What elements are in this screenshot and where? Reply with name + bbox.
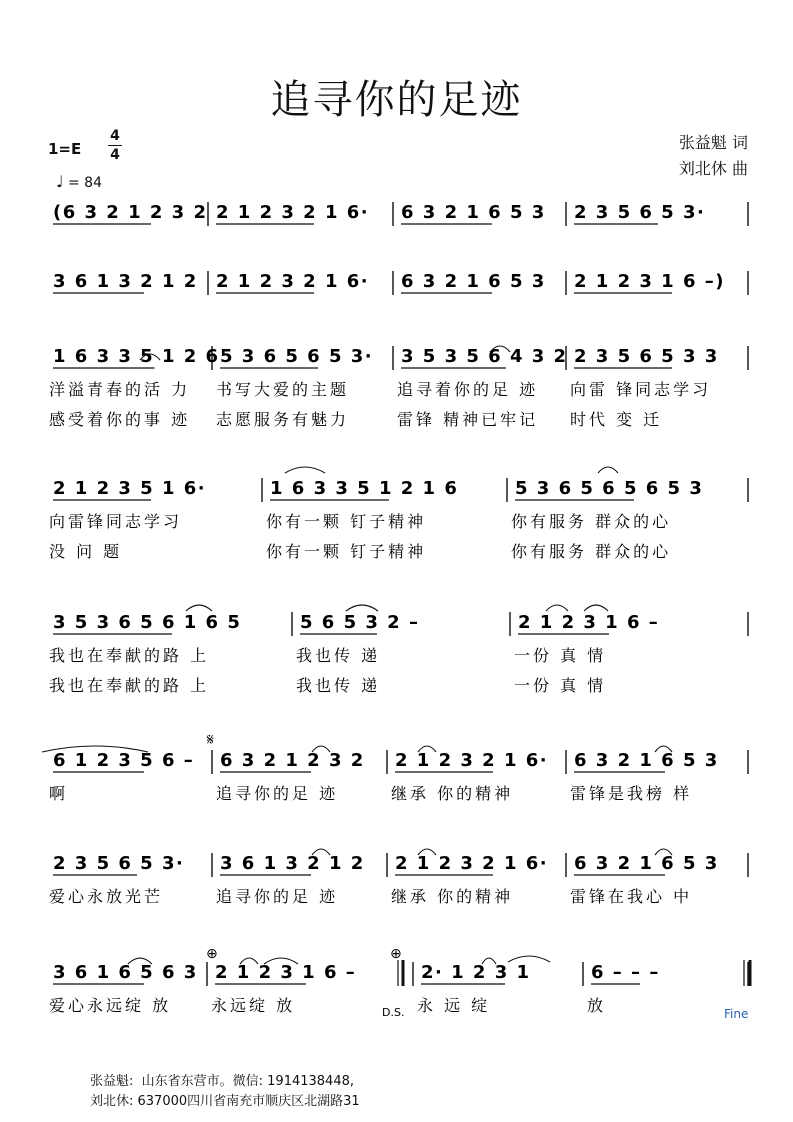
lyric-segment: 永 远 绽 xyxy=(417,996,491,1015)
ds-label: D.S. xyxy=(382,1006,405,1019)
song-title: 追寻你的足迹 xyxy=(270,77,523,123)
lyric-segment: 洋溢青春的活 力 xyxy=(49,380,191,399)
measure-notes: 3 6 1 3 2 1 2 xyxy=(53,271,198,292)
slur-arc xyxy=(346,605,378,611)
lyric-segment: 爱心永放光芒 xyxy=(49,887,164,906)
slur-arc xyxy=(285,467,325,473)
slur-arc xyxy=(186,605,212,611)
measure-notes: 2 1 2 3 2 1 6· xyxy=(216,271,370,292)
measure-notes: 3 6 1 6 5 6 3 xyxy=(53,962,198,983)
measure-notes: 2 3 5 6 5 3· xyxy=(53,853,185,874)
slur-arc xyxy=(584,605,608,611)
measure-notes: 2 3 5 6 5 3· xyxy=(574,202,706,223)
measure-notes: 6 3 2 1 6 5 3 xyxy=(401,202,546,223)
fine-label: Fine xyxy=(724,1007,749,1021)
measure-notes: 6 – – – xyxy=(591,962,660,983)
lyric-segment: 你有一颗 钉子精神 xyxy=(266,512,427,531)
footer-line-1: 张益魁: 山东省东营市。微信: 1914138448, xyxy=(90,1074,354,1089)
slur-arc xyxy=(546,605,568,611)
coda-icon: ⊕ xyxy=(206,946,218,962)
lyric-segment: 追寻着你的足 迹 xyxy=(397,380,539,399)
measure-notes: 2 1 2 3 1 6 –) xyxy=(574,271,725,292)
key-signature: 1=E xyxy=(48,140,82,158)
lyric-segment: 一份 真 情 xyxy=(514,676,607,695)
measure-notes: 6 3 2 1 6 5 3 xyxy=(401,271,546,292)
lyric-segment: 追寻你的足 迹 xyxy=(216,887,339,906)
measure-notes: 1 6 3 3 5 1 2 1 6 xyxy=(270,478,459,499)
tempo-value: = 84 xyxy=(68,175,102,191)
lyric-segment: 爱心永远绽 放 xyxy=(49,996,172,1015)
measure-notes: 3 5 3 5 6 4 3 2 xyxy=(401,346,568,367)
measure-notes: 2 1 2 3 2 1 6· xyxy=(216,202,370,223)
measure-notes: 6 3 2 1 6 5 3 xyxy=(574,853,719,874)
lyric-segment: 向雷 锋同志学习 xyxy=(570,380,712,399)
lyric-segment: 雷锋在我心 中 xyxy=(570,887,693,906)
lyricist-credit: 张益魁 词 xyxy=(678,133,748,152)
measure-notes: 6 3 2 1 2 3 2 xyxy=(220,750,365,771)
lyric-segment: 继承 你的精神 xyxy=(391,784,514,803)
lyric-segment: 你有服务 群众的心 xyxy=(511,542,672,561)
lyric-segment: 雷锋 精神已牢记 xyxy=(397,410,539,429)
lyric-segment: 一份 真 情 xyxy=(514,646,607,665)
lyric-segment: 没 问 题 xyxy=(49,542,123,561)
lyric-segment: 永远绽 放 xyxy=(211,996,296,1015)
footer-line-2: 刘北休: 637000四川省南充市顺庆区北湖路31 xyxy=(90,1094,360,1109)
lyric-segment: 放 xyxy=(587,996,607,1015)
measure-notes: 3 5 3 6 5 6 1 6 5 xyxy=(53,612,242,633)
measure-notes: 2 1 2 3 1 6 – xyxy=(215,962,357,983)
measure-notes: (6 3 2 1 2 3 2 xyxy=(53,202,208,223)
quarter-note-icon: ♩ xyxy=(56,172,64,191)
measure-notes: 2 1 2 3 1 6 – xyxy=(518,612,660,633)
measure-notes: 5 3 6 5 6 5 6 5 3 xyxy=(515,478,704,499)
slur-arc xyxy=(598,467,618,473)
lyric-segment: 时代 变 迁 xyxy=(570,410,663,429)
lyric-segment: 志愿服务有魅力 xyxy=(216,410,350,429)
coda-icon: ⊕ xyxy=(390,946,402,962)
measure-notes: 2 3 5 6 5 3 3 xyxy=(574,346,719,367)
measure-notes: 2 1 2 3 5 1 6· xyxy=(53,478,207,499)
time-signature-bottom: 4 xyxy=(110,147,120,163)
measure-notes: 2 1 2 3 2 1 6· xyxy=(395,750,549,771)
lyric-segment: 我也传 递 xyxy=(296,646,381,665)
lyric-segment: 感受着你的事 迹 xyxy=(49,410,191,429)
lyric-segment: 你有服务 群众的心 xyxy=(511,512,672,531)
time-signature-top: 4 xyxy=(110,128,120,144)
lyric-segment: 追寻你的足 迹 xyxy=(216,784,339,803)
lyric-segment: 我也传 递 xyxy=(296,676,381,695)
segno-icon: 𝄋 xyxy=(207,730,214,749)
measure-notes: 1 6 3 3 5 1 2 6 xyxy=(53,346,220,367)
lyric-segment: 雷锋是我榜 样 xyxy=(570,784,693,803)
lyric-segment: 向雷锋同志学习 xyxy=(49,512,183,531)
measure-notes: 5 6 5 3 2 – xyxy=(300,612,420,633)
measure-notes: 5 3 6 5 6 5 3· xyxy=(220,346,374,367)
measure-notes: 2· 1 2 3 1 xyxy=(421,962,531,983)
measure-notes: 2 1 2 3 2 1 6· xyxy=(395,853,549,874)
measure-notes: 6 1 2 3 5 6 – xyxy=(53,750,195,771)
measure-notes: 6 3 2 1 6 5 3 xyxy=(574,750,719,771)
lyric-segment: 你有一颗 钉子精神 xyxy=(266,542,427,561)
measure-notes: 3 6 1 3 2 1 2 xyxy=(220,853,365,874)
lyric-segment: 我也在奉献的路 上 xyxy=(49,676,210,695)
lyric-segment: 继承 你的精神 xyxy=(391,887,514,906)
lyric-segment: 书写大爱的主题 xyxy=(216,380,350,399)
lyric-segment: 啊 xyxy=(49,784,69,803)
lyric-segment: 我也在奉献的路 上 xyxy=(49,646,210,665)
composer-credit: 刘北休 曲 xyxy=(678,159,748,178)
